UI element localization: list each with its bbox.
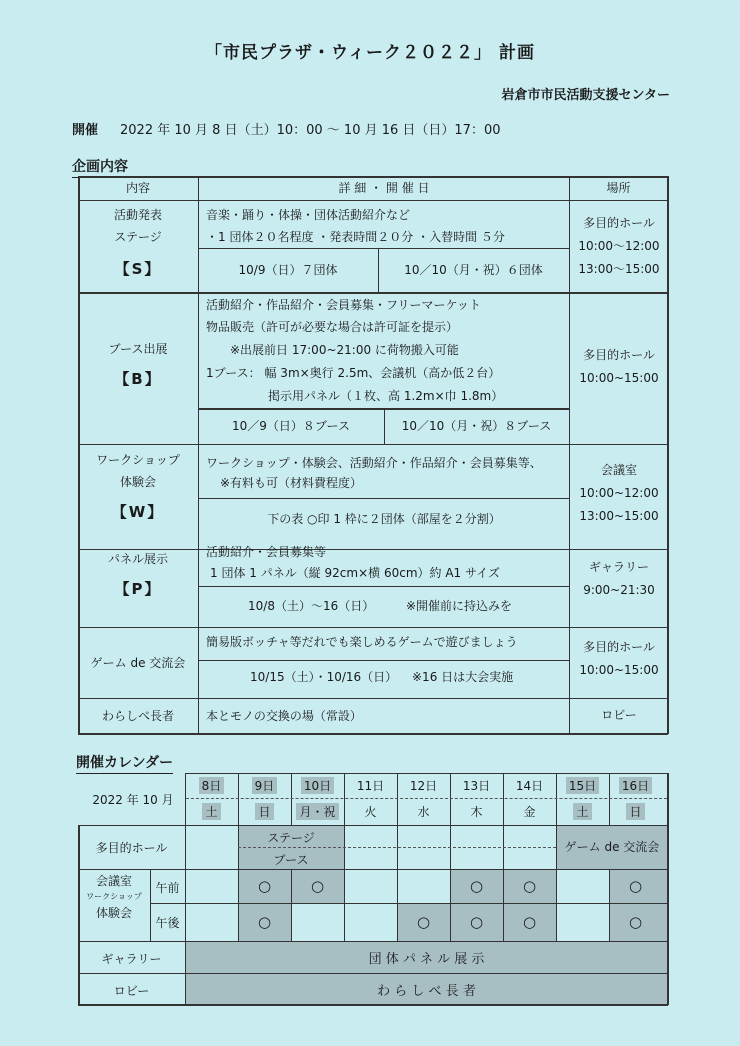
gallery-event: 団 体 パ ネ ル 展 示 <box>368 952 485 967</box>
header-content: 内容 <box>125 181 150 195</box>
stage-name-1: 活動発表 <box>113 208 162 222</box>
stage-place-2: 10:00～12:00 <box>578 239 660 253</box>
stage-detail-2: ・1 団体２０名程度 ・発表時間２０分 ・入替時間 ５分 <box>206 230 505 244</box>
panel-category <box>78 548 198 600</box>
calendar-day-weekday-text: 月・祝 <box>296 803 338 820</box>
game-category: ゲーム de 交流会 <box>90 656 186 670</box>
calendar-day-weekday <box>609 803 662 820</box>
calendar-day-weekday <box>556 803 609 820</box>
plan-table <box>78 176 668 734</box>
room-label-2: ワークショップ <box>86 892 142 901</box>
event-calendar <box>78 773 668 1005</box>
workshop-code: 【W】 <box>111 503 165 521</box>
calendar-day-weekday <box>291 803 344 820</box>
am-label: 午前 <box>155 881 180 895</box>
calendar-day-date-text: 16日 <box>619 777 652 794</box>
calendar-day-weekday <box>238 803 291 820</box>
plan-heading: 企画内容 <box>72 156 128 178</box>
workshop-am-slot-mark: ○ <box>310 877 325 895</box>
gallery-label: ギャラリー <box>101 952 162 966</box>
booth-date-1: 10／9（日）８ブース <box>232 419 350 433</box>
room-label-3: 体験会 <box>95 906 132 920</box>
booth-name: ブース出展 <box>108 342 168 356</box>
calendar-day-date-text: 15日 <box>566 777 599 794</box>
booth-category <box>78 338 198 390</box>
panel-name: パネル展示 <box>107 552 168 566</box>
workshop-pm-slot-mark: ○ <box>469 913 484 931</box>
calendar-day-date <box>609 777 662 794</box>
workshop-place-3: 13:00~15:00 <box>579 509 659 523</box>
calendar-day-weekday-text: 日 <box>255 803 273 820</box>
calendar-day-weekday <box>397 803 450 820</box>
calendar-day-date <box>185 777 238 794</box>
calendar-day-weekday-text: 土 <box>573 803 591 820</box>
workshop-name-1: ワークショップ <box>96 453 180 467</box>
calendar-day-weekday <box>503 803 556 820</box>
booth-place-1: 多目的ホール <box>583 348 655 362</box>
booth-detail-5: 掲示用パネル（１枚、高 1.2m×巾 1.8m） <box>268 389 504 403</box>
workshop-pm-slot-mark: ○ <box>522 913 537 931</box>
calendar-day-date <box>503 777 556 794</box>
header-place: 場所 <box>606 181 631 195</box>
panel-detail-2: 1 団体 1 パネル（縦 92cm×横 60cm）約 A1 サイズ <box>210 566 501 580</box>
booth-place-2: 10:00~15:00 <box>579 371 659 385</box>
warashibe-detail: 本とモノの交換の場（常設） <box>206 709 362 723</box>
stage-date-2: 10／10（月・祝）６団体 <box>404 263 543 277</box>
lobby-event: わ ら し べ 長 者 <box>377 984 476 999</box>
calendar-day-date-text: 12日 <box>409 779 438 793</box>
warashibe-place: ロビー <box>601 708 637 722</box>
workshop-pm-slot-mark: ○ <box>257 913 272 931</box>
page-title: 「市民プラザ・ウィーク２０２２」 計画 <box>205 43 535 63</box>
workshop-place-2: 10:00~12:00 <box>579 486 659 500</box>
workshop-pm-slot-mark: ○ <box>416 913 431 931</box>
calendar-day-date <box>238 777 291 794</box>
calendar-day-weekday-text: 火 <box>364 805 377 819</box>
hall-booth: ブース <box>273 853 309 867</box>
booth-place <box>570 344 668 390</box>
workshop-detail-1: ワークショップ・体験会、活動紹介・作品紹介・会員募集等、 <box>206 456 542 470</box>
stage-category <box>78 204 198 280</box>
workshop-am-slot-mark: ○ <box>628 877 643 895</box>
calendar-day-date-text: 9日 <box>252 777 278 794</box>
calendar-month: 2022 年 10 月 <box>92 793 174 807</box>
calendar-day-date-text: 14日 <box>515 779 544 793</box>
booth-date-2: 10／10（月・祝）８ブース <box>401 419 552 433</box>
organizer: 岩倉市市民活動支援センター <box>501 88 670 103</box>
panel-place <box>570 556 668 602</box>
calendar-day-date <box>291 777 344 794</box>
workshop-detail-3: 下の表 ○印 1 枠に２団体（部屋を２分割） <box>267 512 501 526</box>
game-place-1: 多目的ホール <box>583 640 655 654</box>
calendar-day-date <box>344 777 397 794</box>
calendar-day-date <box>397 777 450 794</box>
stage-name-2: ステージ <box>114 230 162 244</box>
booth-detail-3: ※出展前日 17:00~21:00 に荷物搬入可能 <box>230 343 459 357</box>
hall-game: ゲーム de 交流会 <box>564 840 660 854</box>
calendar-day-date-text: 11日 <box>356 779 385 793</box>
panel-place-2: 9:00~21:30 <box>583 583 655 597</box>
booth-detail-1: 活動紹介・作品紹介・会員募集・フリーマーケット <box>206 298 481 312</box>
event-period <box>72 119 501 138</box>
workshop-am-slot-mark: ○ <box>522 877 537 895</box>
calendar-day-date <box>450 777 503 794</box>
stage-place-3: 13:00～15:00 <box>578 262 660 276</box>
calendar-day-weekday <box>450 803 503 820</box>
hall-stage: ステージ <box>267 831 315 845</box>
warashibe-category: わらしべ長者 <box>101 709 174 723</box>
period-label: 開催 <box>72 123 99 138</box>
calendar-day-weekday-text: 日 <box>626 803 644 820</box>
header-detail: 詳 細 ・ 開 催 日 <box>338 181 430 195</box>
calendar-day-date <box>556 777 609 794</box>
game-place <box>570 636 668 682</box>
lobby-label: ロビー <box>113 984 150 998</box>
calendar-day-weekday <box>344 803 397 820</box>
game-date-1: 10/15（土）・10/16（日） <box>250 670 398 684</box>
calendar-day-date-text: 8日 <box>199 777 225 794</box>
calendar-day-weekday <box>185 803 238 820</box>
panel-date-2: ※開催前に持込みを <box>406 599 513 613</box>
period-value: 2022 年 10 月 8 日（土）10：00 ～ 10 月 16 日（日）17：00 <box>120 123 501 138</box>
calendar-heading: 開催カレンダー <box>76 752 173 774</box>
panel-code: 【P】 <box>114 580 162 598</box>
hall-label: 多目的ホール <box>95 841 168 855</box>
workshop-place-1: 会議室 <box>600 463 637 477</box>
workshop-am-slot-mark: ○ <box>469 877 484 895</box>
calendar-day-date-text: 13日 <box>462 779 491 793</box>
workshop-name-2: 体験会 <box>119 475 156 489</box>
workshop-am-slot-mark: ○ <box>257 877 272 895</box>
stage-place-1: 多目的ホール <box>583 216 655 230</box>
room-label <box>78 873 150 921</box>
stage-place <box>570 212 668 281</box>
calendar-day-weekday-text: 金 <box>523 805 536 819</box>
booth-detail-2: 物品販売（許可が必要な場合は許可証を提示） <box>206 320 459 334</box>
panel-date-1: 10/8（土）～16（日） <box>248 599 375 613</box>
pm-label: 午後 <box>155 916 180 930</box>
calendar-day-weekday-text: 土 <box>202 803 220 820</box>
room-label-1: 会議室 <box>95 874 132 888</box>
stage-date-1: 10/9（日）７団体 <box>238 263 338 277</box>
game-place-2: 10:00~15:00 <box>579 663 659 677</box>
workshop-place <box>570 459 668 528</box>
workshop-pm-slot-mark: ○ <box>628 913 643 931</box>
panel-place-1: ギャラリー <box>588 560 649 574</box>
calendar-day-weekday-text: 木 <box>470 805 483 819</box>
workshop-category <box>78 449 198 523</box>
panel-detail-1: 活動紹介・会員募集等 <box>206 545 327 559</box>
game-date-2: ※16 日は大会実施 <box>412 670 514 684</box>
game-detail-1: 簡易版ボッチャ等だれでも楽しめるゲームで遊びましょう <box>206 635 518 649</box>
booth-code: 【B】 <box>114 370 162 388</box>
workshop-detail-2: ※有料も可（材料費程度） <box>220 476 363 490</box>
stage-code: 【S】 <box>114 260 162 278</box>
calendar-day-date-text: 10日 <box>301 777 334 794</box>
stage-detail-1: 音楽・踊り・体操・団体活動紹介など <box>206 208 411 222</box>
calendar-day-weekday-text: 水 <box>417 805 430 819</box>
booth-detail-4: 1ブース： 幅 3m×奥行 2.5m、会議机（高か低２台） <box>206 366 501 380</box>
